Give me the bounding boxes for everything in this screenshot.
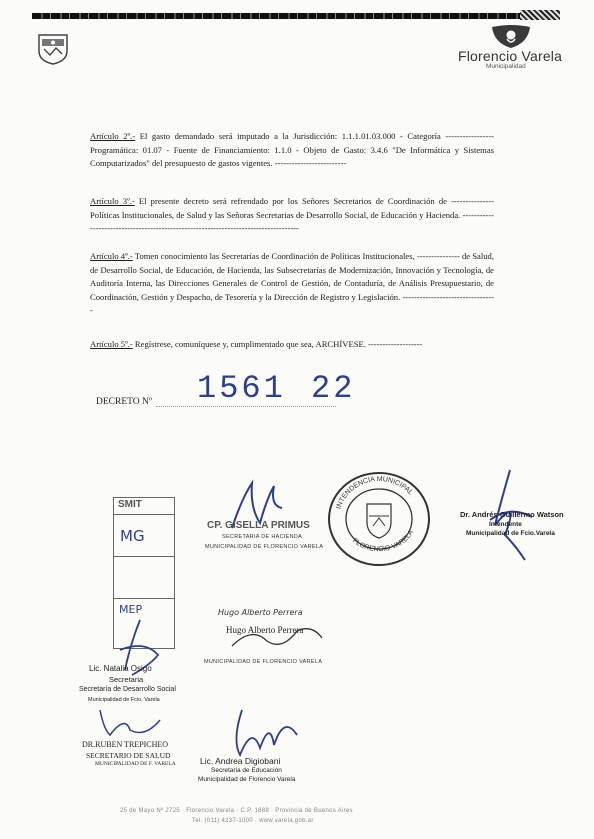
municipal-crest-icon [36, 33, 70, 65]
article-4-text: Tomen conocimiento las Secretarías de Coordinación de Políticas Institucionales, --------------- de Salud, de Desarrollo Social, de Educación, de Hacienda, las Subsecretarías de Modernización, Innovación y Tecnología, de Auditoría Interna, las Direcciones Generales de Control de Gestión, de Contaduría, de Análisis Presupuestario, de Coordinación, Gestión y Despacho, de Tesorería y la Dirección de Registro y Legislación. --------------------------------- [90, 251, 494, 315]
article-5-label: Artículo 5º.- [90, 339, 133, 349]
seal-top-text: INTENDENCIA MUNICIPAL [335, 475, 414, 510]
osigo-role: Secretaria [109, 675, 144, 684]
svg-text:INTENDENCIA MUNICIPAL [336, 476, 414, 510]
smit-box-divider [114, 598, 174, 599]
digiobani-signature-icon [222, 700, 307, 760]
article-5-text: Regístrese, comuníquese y, cumplimentado que sea, ARCHÍVESE. ------------------- [132, 339, 423, 349]
footer-contact: Tel. (011) 4237-1000 · www.varela.gob.ar [192, 818, 314, 824]
osigo-org: Municipalidad de Fcio. Varela [88, 697, 160, 703]
top-scan-band [32, 13, 560, 19]
watson-org: Municipalidad de Fcio.Varela [466, 530, 555, 537]
florencio-varela-logo-icon [488, 25, 534, 49]
article-3-text: El presente decreto será refrendado por los Señores Secretarios de Coordinación de --------------- Políticas Institucionales, de Salud y las Señoras Secretarias de Desarrollo Social, de Educación y Hacienda. ------------------------------------------------------------------------------------ [90, 196, 494, 233]
trepicheo-role: SECRETARIO DE SALUD [86, 751, 171, 760]
perrera-handwritten-name: Hugo Alberto Perrera [218, 608, 303, 617]
svg-text:FLORENCIO VARELA [351, 529, 415, 553]
article-2-label: Artículo 2º.- [90, 131, 136, 141]
decree-label: DECRETO Nº [96, 397, 152, 407]
trepicheo-signature-icon [90, 700, 170, 745]
intendencia-seal-icon [327, 470, 432, 568]
primus-org: MUNICIPALIDAD DE FLORENCIO VARELA [205, 544, 324, 550]
digiobani-role: Secretaria de Educación [211, 767, 282, 774]
smit-title: SMIT [118, 499, 142, 510]
article-2-text: El gasto demandado será imputado a la Jurisdicción: 1.1.1.01.03.000 - Categoría ----------------- Programática: 01.07 - Fuente de Financiamiento: 1.1.0 - Objeto de Gasto: 3.4.6 "De Informática y Sistemas Computarizados" del presupuesto de gastos vigentes. ------------------------- [90, 131, 495, 168]
digiobani-org: Municipalidad de Florencio Varela [198, 776, 296, 783]
perrera-name: Hugo Alberto Perrera [226, 625, 304, 635]
brand-subtitle: Municipalidad [486, 63, 526, 70]
watson-name: Dr. Andrés Guillermo Watson [460, 510, 564, 519]
osigo-dept: Secretaría de Desarrollo Social [79, 686, 176, 693]
smit-box-divider [114, 514, 174, 515]
article-3 [90, 195, 494, 236]
article-2 [90, 130, 494, 171]
osigo-name: Lic. Natalia Osigo [89, 664, 152, 673]
perrera-signature-icon [222, 616, 332, 661]
top-scan-pattern [520, 10, 560, 20]
decree-year-stamp: 22 [311, 370, 356, 407]
article-4-label: Artículo 4º.- [90, 251, 133, 261]
smit-initials-mg: MG [120, 527, 145, 545]
watson-role: Intendente [489, 521, 522, 528]
article-5 [90, 338, 494, 352]
primus-role: SECRETARIA DE HACIENDA [222, 534, 303, 540]
perrera-org: MUNICIPALIDAD DE FLORENCIO VARELA [204, 659, 323, 665]
seal-bottom-text: FLORENCIO VARELA [350, 529, 416, 554]
trepicheo-org: MUNICIPALIDAD DE F. VARELA [95, 761, 176, 767]
primus-name: CP. GISELLA PRIMUS [207, 520, 310, 531]
article-3-label: Artículo 3º.- [90, 196, 135, 206]
smit-box-divider [114, 556, 174, 557]
trepicheo-name: DR.RUBEN TREPICHEO [82, 740, 169, 749]
smit-initials-mep: MEP [119, 603, 143, 616]
digiobani-name: Lic. Andrea Digiobani [200, 756, 281, 766]
brand-name: Florencio Varela [458, 48, 563, 64]
footer-address: 25 de Mayo Nº 2725 · Florencio Varela · C.P. 1888 · Provincia de Buenos Aires [120, 808, 353, 814]
article-4 [90, 250, 494, 318]
decree-number-stamp: 1561 [197, 370, 286, 407]
